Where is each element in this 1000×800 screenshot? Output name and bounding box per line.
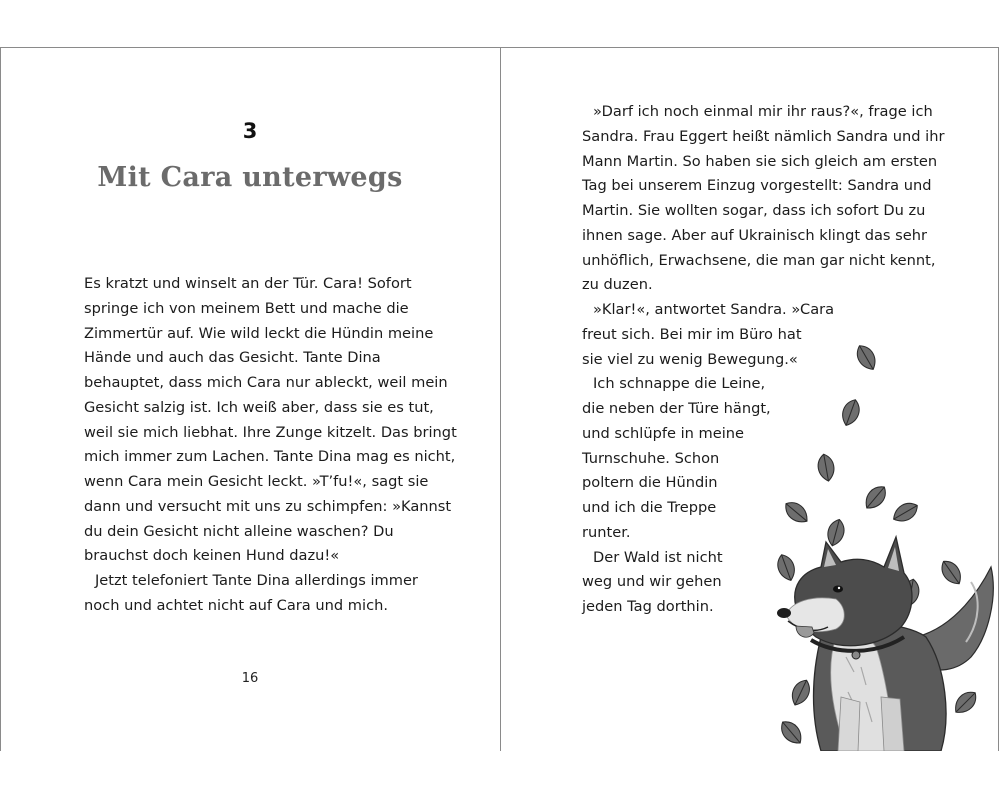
leaf-icon [781, 498, 812, 527]
leaf-icon [853, 342, 880, 373]
text-line: Sandra. Frau Eggert heißt nämlich Sandra und ihr [582, 127, 945, 145]
left-page [0, 47, 500, 751]
text-line: »Klar!«, antwortet Sandra. »Cara [593, 301, 835, 318]
text-line: Der Wald ist nicht [593, 548, 723, 566]
leaf-icon [777, 717, 806, 748]
leaf-icon [950, 687, 980, 717]
text-line: springe ich von meinem Bett und mache die [84, 299, 409, 317]
dog-leg-right [881, 697, 904, 751]
leaf-icon [890, 499, 921, 526]
leaf-icon [861, 482, 890, 513]
leaf-icon [788, 677, 814, 708]
left-body-text [84, 272, 457, 619]
chapter-number: 3 [242, 119, 258, 143]
leaf-icon [816, 453, 836, 483]
right-page [501, 47, 999, 751]
leaf-icon [825, 517, 847, 547]
text-line: freut sich. Bei mir im Büro hat [582, 325, 802, 343]
text-line: Ich schnappe die Leine, [593, 375, 766, 393]
leaf-icon [937, 557, 965, 588]
text-line: ihnen sage. Aber auf Ukrainisch klingt das sehr [582, 226, 927, 244]
text-line: Jetzt telefoniert Tante Dina allerdings immer [95, 572, 418, 589]
text-line: wenn Cara mein Gesicht leckt. »T’fu!«, sagt sie [84, 473, 429, 490]
text-line: brauchst doch keinen Hund dazu!« [84, 547, 340, 565]
text-line: »Darf ich noch einmal mir ihr raus?«, frage ich [593, 103, 933, 120]
collar-tag [852, 651, 860, 659]
dog-tongue [796, 626, 814, 637]
text-line: poltern die Hündin [582, 474, 718, 492]
text-line: mich immer zum Lachen. Tante Dina mag es nicht, [84, 448, 456, 466]
leaf-icon [774, 552, 798, 583]
text-line: und schlüpfe in meine [582, 424, 745, 442]
dog-eye [833, 586, 843, 593]
text-line: und ich die Treppe [582, 499, 717, 516]
text-line: Hände und auch das Gesicht. Tante Dina [84, 349, 381, 367]
text-line: noch und achtet nicht auf Cara und mich. [84, 596, 388, 614]
text-line: Martin. Sie wollten sogar, dass ich sofort Du zu [582, 202, 926, 219]
text-line: Es kratzt und winselt an der Tür. Cara! Sofort [84, 275, 412, 292]
text-line: runter. [582, 523, 631, 541]
text-line: Mann Martin. So haben sie sich gleich am ersten [582, 152, 938, 170]
dog-leg-left [838, 697, 860, 751]
text-line: sie viel zu wenig Bewegung.« [582, 350, 798, 368]
text-line: du dein Gesicht nicht alleine waschen? Du [84, 522, 394, 540]
text-line: behauptet, dass mich Cara nur ableckt, weil mein [84, 374, 448, 391]
text-line: Tag bei unserem Einzug vorgestellt: Sandra und [582, 177, 932, 195]
text-line: unhöflich, Erwachsene, die man gar nicht kennt, [582, 251, 936, 269]
chapter-title: Mit Cara unterwegs [97, 162, 403, 193]
text-line: Zimmertür auf. Wie wild leckt die Hündin meine [84, 324, 434, 342]
text-line: zu duzen. [582, 276, 653, 294]
text-line: Gesicht salzig ist. Ich weiß aber, dass sie es tut, [84, 398, 434, 416]
text-line: die neben der Türe hängt, [582, 400, 771, 417]
text-line: weil sie mich liebhat. Ihre Zunge kitzelt. Das bringt [84, 423, 457, 441]
dog-illustration [766, 337, 999, 751]
text-line: jeden Tag dorthin. [582, 598, 714, 615]
page-number: 16 [241, 671, 259, 686]
text-line: Turnschuhe. Schon [582, 449, 720, 467]
text-line: weg und wir gehen [582, 573, 722, 591]
text-line: dann und versucht mit uns zu schimpfen: »Kannst [84, 497, 452, 515]
leaf-icon [839, 397, 863, 428]
dog-nose [777, 608, 791, 618]
